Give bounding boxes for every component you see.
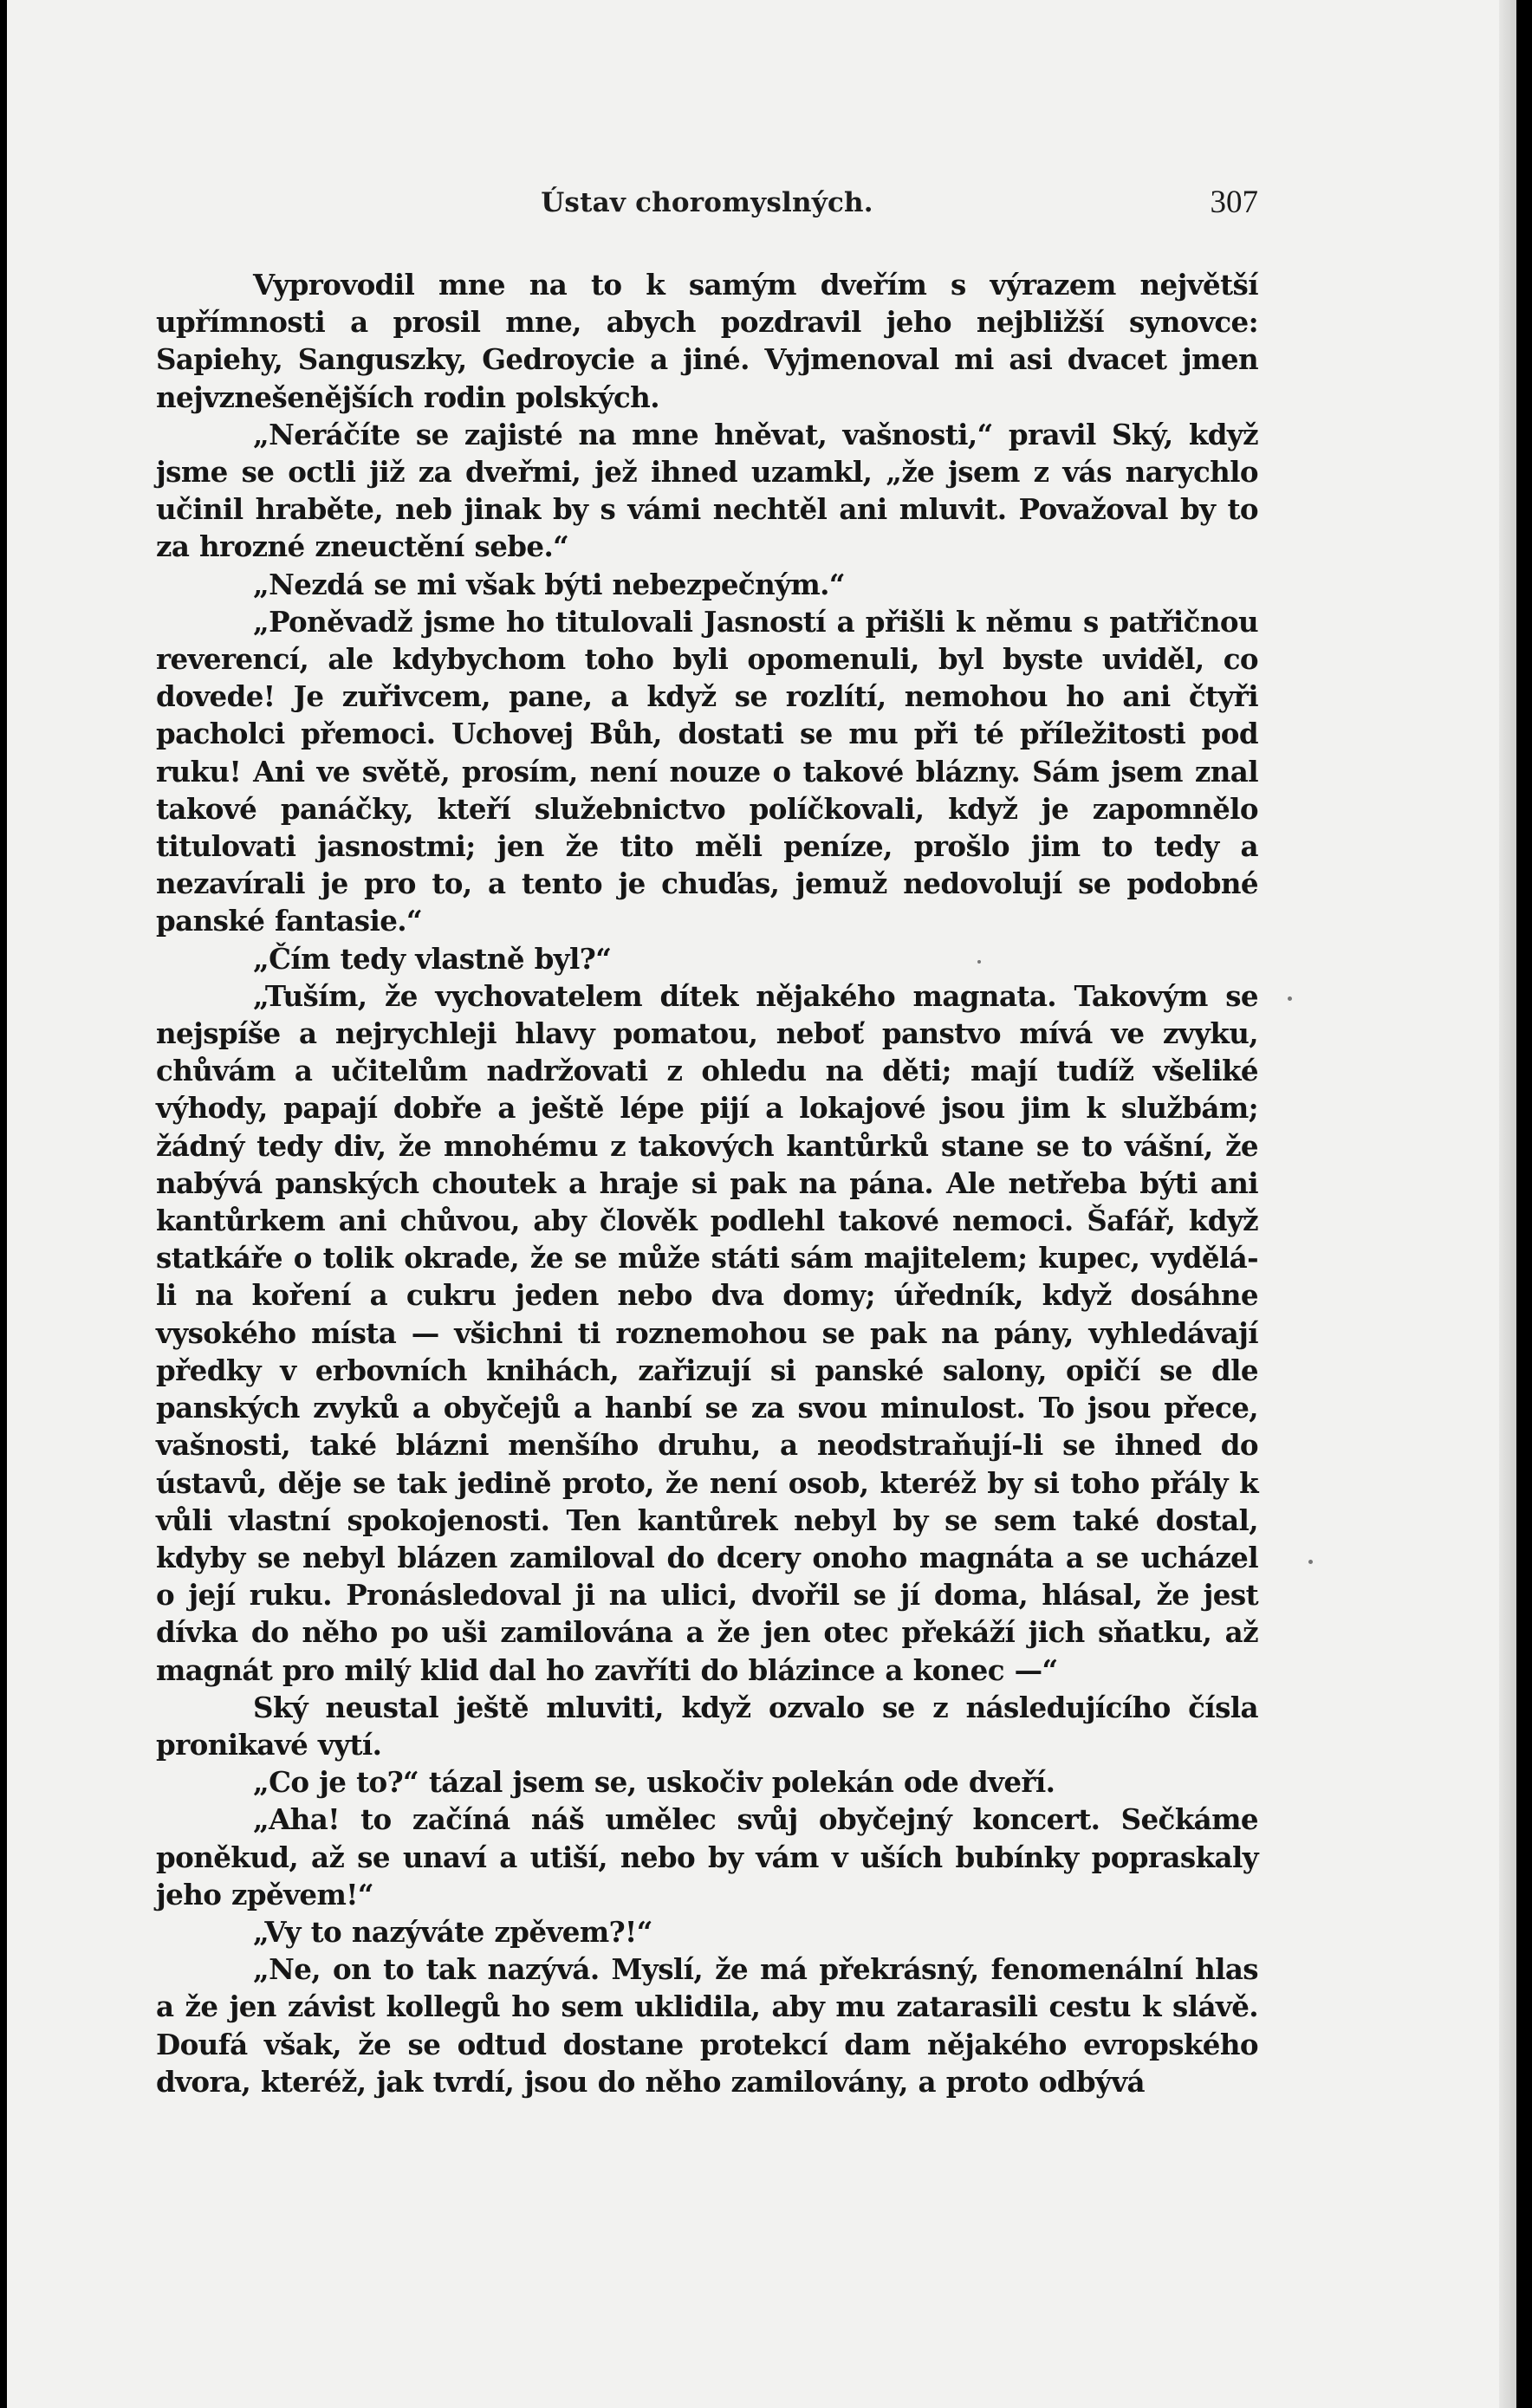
- book-page: [7, 0, 1516, 2408]
- paragraph: „Poněvadž jsme ho titulovali Jasností a přišli k němu s patřičnou reverencí, ale kdybychom toho byli opomenuli, byl byste uviděl, co dovede! Je zuřivcem, pane, a když se rozlítí, nemohou ho ani čtyři pacholci přemoci. Uchovej Bůh, dostati se mu při té příležitosti pod ruku! Ani ve světě, prosím, není nouze o takové blázny. Sám jsem znal takové panáčky, kteří služebnictvo políčkovali, když je zapomnělo titulovati jasnostmi; jen že tito měli peníze, prošlo jim to tedy a nezavírali je pro to, a tento je chuďas, jemuž nedovolují se podobné panské fantasie.“: [156, 604, 1258, 938]
- print-speck: [1288, 996, 1292, 1001]
- paragraph: „Co je to?“ tázal jsem se, uskočiv polekán ode dveří.: [253, 1765, 1055, 1800]
- print-speck: [977, 960, 981, 964]
- page-header: [156, 184, 1258, 227]
- paragraph: Ský neustal ještě mluviti, když ozvalo se z následujícího čísla pronikavé vytí.: [156, 1690, 1258, 1762]
- page-edge-shadow: [1499, 0, 1516, 2408]
- body-text: [156, 266, 1258, 2100]
- paragraph: „Neráčíte se zajisté na mne hněvat, vašnosti,“ pravil Ský, když jsme se octli již za dveřmi, jež ihned uzamkl, „že jsem z vás narychlo učinil hraběte, neb jinak by s vámi nechtěl ani mluvit. Považoval by to za hrozné zneuctění sebe.“: [156, 417, 1258, 564]
- page-number: 307: [1210, 185, 1258, 220]
- paragraph: „Nezdá se mi však býti nebezpečným.“: [253, 567, 845, 601]
- paragraph: „Tuším, že vychovatelem dítek nějakého magnata. Takovým se nejspíše a nejrychleji hlavy pomatou, neboť panstvo mívá ve zvyku, chůvám a učitelům nadržovati z ohledu na děti; mají tudíž všeliké výhody, papají dobře a ještě lépe pijí a lokajové jsou jim k službám; žádný tedy div, že mnohému z takových kantůrků stane se to vášní, že nabývá panských choutek a hraje si pak na pána. Ale netřeba býti ani kantůrkem ani chůvou, aby člověk podlehl takové nemoci. Šafář, když statkáře o tolik okrade, že se může státi sám majitelem; kupec, vydělá-li na koření a cukru jeden nebo dva domy; úředník, když dosáhne vysokého místa — všichni ti roznemohou se pak na pány, vyhledávají předky v erbovních knihách, zařizují si panské salony, opičí se dle panských zvyků a obyčejů a hanbí se za svou minulost. To jsou přece, vašnosti, také blázni menšího druhu, a neodstraňují-li se ihned do ústavů, děje se tak jedině proto, že není osob, kteréž by si toho přály k vůli vlastní spokojenosti. Ten kantůrek nebyl by se sem také dostal, kdyby se nebyl blázen zamiloval do dcery onoho magnáta a se ucházel o její ruku. Pronásledoval ji na ulici, dvořil se jí doma, hlásal, že jest dívka do něho po uši zamilována a že jen otec překáží jich sňatku, až magnát pro milý klid dal ho zavříti do blázince a konec —“: [156, 978, 1258, 1687]
- paragraph: „Aha! to začíná náš umělec svůj obyčejný koncert. Sečkáme poněkud, až se unaví a utiší, nebo by vám v uších bubínky popraskaly jeho zpěvem!“: [156, 1802, 1258, 1911]
- paragraph: „Ne, on to tak nazývá. Myslí, že má překrásný, fenomenální hlas a že jen závist kollegů ho sem uklidila, aby mu zatarasili cestu k slávě. Doufá však, že se odtud dostane protekcí dam nějakého evropského dvora, kteréž, jak tvrdí, jsou do něho zamilovány, a proto odbývá: [156, 1952, 1258, 2099]
- running-title: Ústav choromyslných.: [541, 187, 873, 218]
- paragraph: „Vy to nazýváte zpěvem?!“: [253, 1914, 652, 1949]
- paragraph: „Čím tedy vlastně byl?“: [253, 941, 612, 976]
- paragraph: Vyprovodil mne na to k samým dveřím s výrazem největší upřímnosti a prosil mne, abych pozdravil jeho nejbližší synovce: Sapiehy, Sanguszky, Gedroycie a jiné. Vyjmenoval mi asi dvacet jmen nejvznešenějších rodin polských.: [156, 268, 1258, 414]
- print-speck: [1308, 1560, 1313, 1564]
